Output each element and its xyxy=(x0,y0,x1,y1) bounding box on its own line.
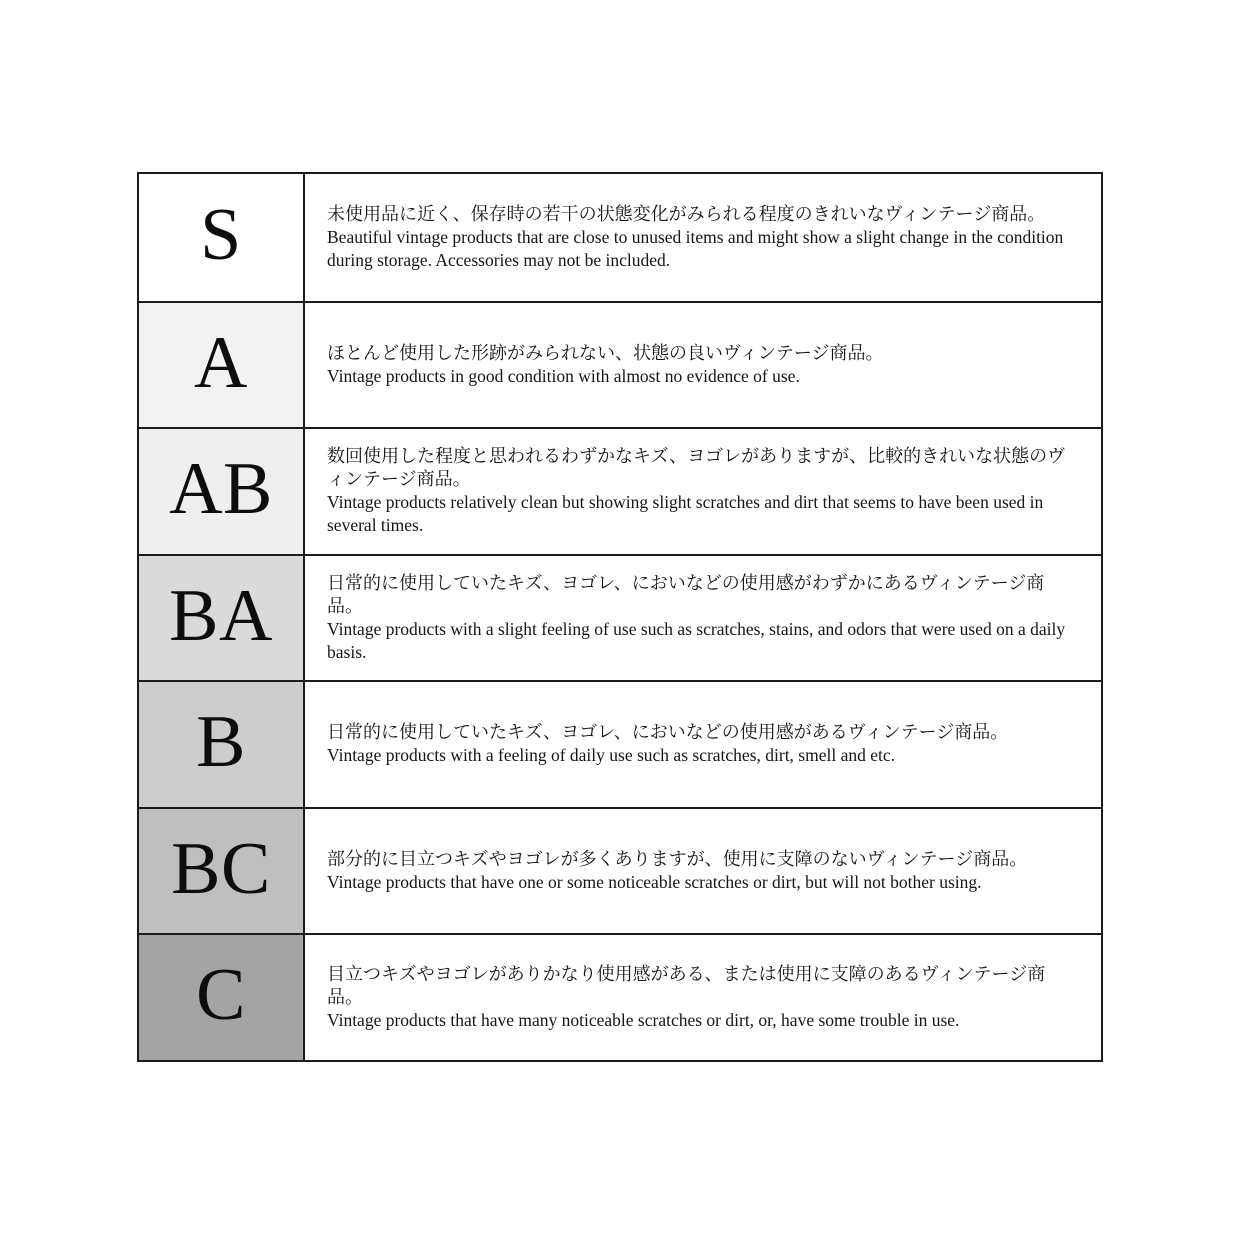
description-cell xyxy=(305,429,1101,554)
table-row xyxy=(139,427,1101,554)
description-cell xyxy=(305,303,1101,428)
description-cell xyxy=(305,809,1101,934)
grade-cell xyxy=(139,303,305,428)
grade-letter: BC xyxy=(171,827,271,910)
description-cell xyxy=(305,682,1101,807)
grade-cell xyxy=(139,935,305,1060)
description-japanese: 目立つキズやヨゴレがありかなり使用感がある、または使用に支障のあるヴィンテージ商品。 xyxy=(327,963,1046,1007)
grade-letter: C xyxy=(196,954,246,1037)
table-row xyxy=(139,174,1101,301)
grade-letter: S xyxy=(200,194,242,277)
description-japanese: 日常的に使用していたキズ、ヨゴレ、においなどの使用感があるヴィンテージ商品。 xyxy=(327,722,1009,743)
table-row xyxy=(139,680,1101,807)
description-cell xyxy=(305,935,1101,1060)
grade-letter: AB xyxy=(169,448,273,531)
description-english: Vintage products that have one or some noticeable scratches or dirt, but will not bother using. xyxy=(327,871,982,892)
description-english: Vintage products with a feeling of daily use such as scratches, dirt, smell and etc. xyxy=(327,745,896,766)
grade-cell xyxy=(139,682,305,807)
table-row xyxy=(139,807,1101,934)
description-japanese: 部分的に目立つキズやヨゴレが多くありますが、使用に支障のないヴィンテージ商品。 xyxy=(327,848,1028,869)
grade-letter: BA xyxy=(169,574,273,657)
condition-grade-table xyxy=(137,172,1103,1062)
grade-cell xyxy=(139,556,305,681)
grade-letter: A xyxy=(194,321,248,404)
table-row xyxy=(139,554,1101,681)
grade-cell xyxy=(139,174,305,301)
description-english: Vintage products that have many noticeable scratches or dirt, or, have some trouble in use. xyxy=(327,1009,960,1030)
description-japanese: ほとんど使用した形跡がみられない、状態の良いヴィンテージ商品。 xyxy=(327,342,884,363)
grade-cell xyxy=(139,809,305,934)
description-cell xyxy=(305,556,1101,681)
description-english: Vintage products with a slight feeling of use such as scratches, stains, and odors that were used on a daily basis. xyxy=(327,618,1066,662)
description-japanese: 日常的に使用していたキズ、ヨゴレ、においなどの使用感がわずかにあるヴィンテージ商品。 xyxy=(327,572,1045,616)
table-row xyxy=(139,933,1101,1060)
table-row xyxy=(139,301,1101,428)
grade-cell xyxy=(139,429,305,554)
description-english: Vintage products relatively clean but showing slight scratches and dirt that seems to have been used in several times. xyxy=(327,492,1044,536)
description-cell xyxy=(305,174,1101,301)
description-japanese: 未使用品に近く、保存時の若干の状態変化がみられる程度のきれいなヴィンテージ商品。 xyxy=(327,203,1046,224)
description-english: Vintage products in good condition with almost no evidence of use. xyxy=(327,365,800,386)
description-english: Beautiful vintage products that are close to unused items and might show a slight change in the condition during storage. Accessories may not be included. xyxy=(327,226,1064,270)
description-japanese: 数回使用した程度と思われるわずかなキズ、ヨゴレがありますが、比較的きれいな状態のヴィンテージ商品。 xyxy=(327,446,1066,490)
grade-letter: B xyxy=(196,701,246,784)
